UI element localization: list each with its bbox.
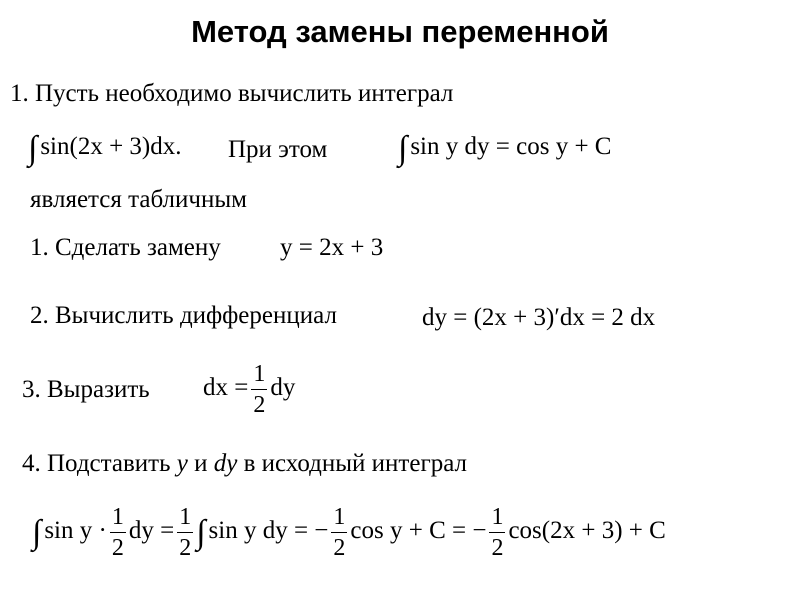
step-4-label: 4. Подставить bbox=[22, 450, 171, 477]
table-integral-formula bbox=[398, 130, 611, 168]
fraction bbox=[331, 505, 347, 560]
step-3-rhs: dy bbox=[270, 374, 296, 402]
intro-label: 1. Пусть необходимо вычислить интеграл bbox=[10, 80, 454, 107]
fraction-denominator: 2 bbox=[331, 532, 347, 560]
fraction-denominator: 2 bbox=[110, 532, 126, 560]
step-3-label: 3. Выразить bbox=[22, 376, 150, 403]
fraction-numerator: 1 bbox=[333, 504, 346, 530]
step-2-formula: dy = (2x + 3)′dx = 2 dx bbox=[422, 304, 656, 331]
step-3-formula bbox=[203, 362, 295, 417]
step-4-and: и bbox=[194, 450, 208, 477]
fraction-denominator: 2 bbox=[177, 532, 193, 560]
table-integral-right: = cos y + C bbox=[495, 133, 612, 160]
fraction-numerator: 1 bbox=[491, 504, 504, 530]
integral-sign: ∫ bbox=[398, 130, 408, 167]
fraction-numerator: 1 bbox=[253, 361, 266, 387]
tabular-label: является табличным bbox=[30, 186, 247, 213]
integral-sign: ∫ bbox=[196, 514, 206, 552]
fraction-denominator: 2 bbox=[251, 389, 267, 417]
fraction bbox=[489, 505, 505, 560]
step-1-label: 1. Сделать замену bbox=[30, 234, 221, 261]
final-part-3: sin y dy = − bbox=[208, 517, 329, 545]
page-title: Метод замены переменной bbox=[191, 14, 609, 49]
step-4-line bbox=[22, 450, 467, 478]
integral-sign: ∫ bbox=[28, 130, 38, 167]
while-label: При этом bbox=[228, 136, 328, 163]
fraction-numerator: 1 bbox=[179, 504, 192, 530]
step-1-formula: y = 2x + 3 bbox=[280, 234, 384, 261]
final-part-1: sin y · bbox=[44, 517, 107, 545]
fraction bbox=[110, 505, 126, 560]
step-4-var-y: y bbox=[176, 450, 188, 477]
fraction bbox=[251, 362, 267, 417]
final-part-4: cos y + C = − bbox=[350, 517, 487, 545]
step-3-lhs: dx = bbox=[203, 374, 249, 402]
integral-sign: ∫ bbox=[32, 514, 42, 552]
fraction-denominator: 2 bbox=[489, 532, 505, 560]
step-2-label: 2. Вычислить дифференциал bbox=[30, 302, 337, 329]
final-part-5: cos(2x + 3) + C bbox=[508, 517, 666, 545]
integral-expression: sin(2x + 3)dx. bbox=[40, 133, 182, 160]
step-4-var-dy: dy bbox=[213, 450, 238, 477]
final-formula bbox=[32, 505, 666, 560]
fraction bbox=[177, 505, 193, 560]
final-part-2: dy = bbox=[128, 517, 175, 545]
intro-integral-formula bbox=[28, 130, 182, 168]
step-4-tail: в исходный интеграл bbox=[243, 450, 467, 477]
fraction-numerator: 1 bbox=[111, 504, 124, 530]
table-integral-left: sin y dy bbox=[410, 133, 490, 160]
